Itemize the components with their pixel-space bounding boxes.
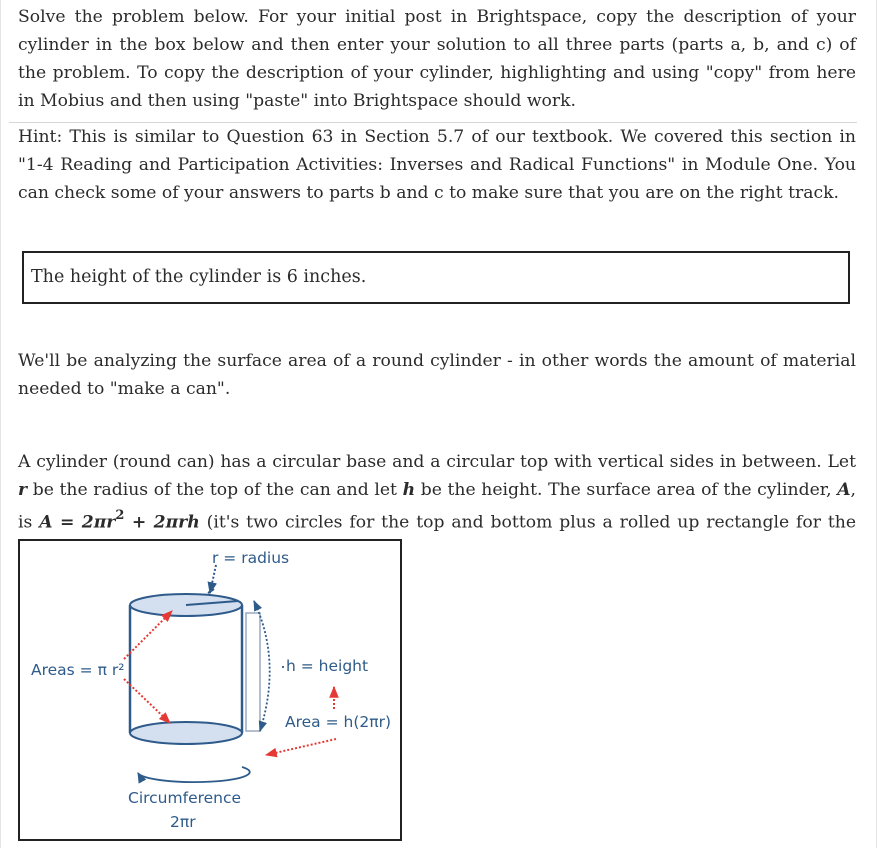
- definition-text-4: , is: [18, 480, 856, 533]
- cylinder-figure: [18, 539, 402, 841]
- formula-rhs: + 2πrh: [124, 512, 200, 533]
- circumference-label: Circumference: [128, 789, 242, 807]
- circumference-arc: [138, 767, 250, 782]
- area-to-side-arrow: [266, 739, 336, 755]
- math-r: r: [18, 480, 28, 500]
- cylinder-bottom-circle: [130, 722, 242, 744]
- instructions-paragraph: Solve the problem below. For your initial post in Brightspace, copy the description of your cylinder in the box below and then enter your solution to all three parts (parts a, b, and c) of the problem. To copy the description of your cylinder, highlighting and using "copy" from here in Mobius and then using "paste" into Brightspace should work.: [18, 7, 856, 111]
- definition-text-5: (it's two circles for the top and bottom plus a rolled up rectangle for the: [206, 512, 857, 533]
- definition-text-3: be the height. The surface area of the cylinder,: [415, 480, 838, 500]
- math-A: A: [837, 480, 851, 500]
- formula-exponent: 2: [115, 508, 125, 523]
- side-area-label: Area = h(2πr): [285, 713, 391, 731]
- formula-lhs: A = 2πr: [39, 512, 116, 533]
- cylinder-description-text: The height of the cylinder is 6 inches.: [31, 267, 367, 287]
- cylinder-diagram: [20, 541, 400, 839]
- math-h: h: [402, 480, 416, 500]
- definition-text-2: be the radius of the top of the can and let: [27, 480, 403, 500]
- height-label: h = height: [286, 657, 369, 675]
- cylinder-description-box[interactable]: [22, 251, 850, 304]
- radius-label: r = radius: [212, 549, 290, 567]
- areas-label: Areas = π r²: [31, 661, 125, 679]
- circumference-value: 2πr: [170, 813, 196, 831]
- definition-text-1: A cylinder (round can) has a circular base and a circular top with vertical sides in between. Let: [18, 452, 856, 472]
- unrolled-side-rectangle: [246, 613, 260, 731]
- cylinder-side: [130, 605, 242, 733]
- hint-paragraph: Hint: This is similar to Question 63 in Section 5.7 of our textbook. We covered this section in "1-4 Reading and Participation Activities: Inverses and Radical Functions" in Module One. You can check some of your answers to parts b and c to make sure that you are on the right track.: [18, 127, 856, 203]
- analysis-paragraph: We'll be analyzing the surface area of a round cylinder - in other words the amount of material needed to "make a can".: [18, 351, 856, 399]
